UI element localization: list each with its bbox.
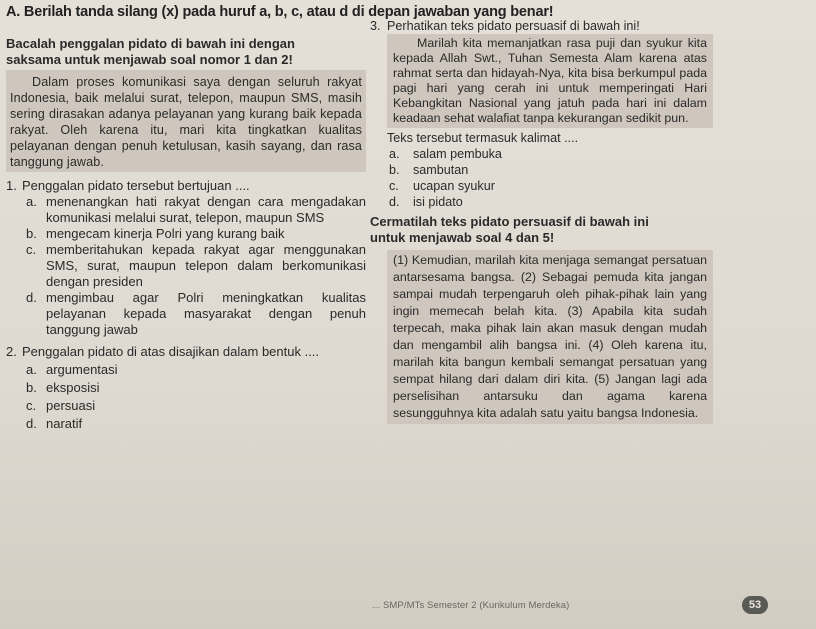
option-text: mengimbau agar Polri meningkatkan kualitas pelayanan kepada masyarakat dengan penuh tanggung jawab [46,290,366,337]
option-1b[interactable] [26,226,366,242]
option-3c[interactable] [387,178,713,194]
option-text: ucapan syukur [413,179,495,193]
question-text: Penggalan pidato tersebut bertujuan .... [22,178,250,193]
option-text: salam pembuka [413,147,502,161]
option-text: memberitahukan kepada rakyat agar menggunakan SMS, surat, maupun telepon dalam berkomunikasi dengan presiden [46,242,366,289]
question-text: Perhatikan teks pidato persuasif di bawah ini! [387,19,640,33]
option-letter: d. [26,416,37,431]
question-number: 1. [6,178,17,193]
option-3a[interactable] [387,146,713,162]
option-text: eksposisi [46,380,100,395]
left-column [6,36,366,432]
persuasive-speech-box-1 [387,34,713,128]
question-3-prompt: Teks tersebut termasuk kalimat .... [387,131,579,145]
question-text: Penggalan pidato di atas disajikan dalam bentuk .... [22,344,320,359]
option-text: sambutan [413,163,469,177]
question-2-options [6,362,366,432]
question-2 [6,344,366,360]
option-2a[interactable] [26,362,366,378]
speech-excerpt-text: Dalam proses komunikasi saya dengan seluruh rakyat Indonesia, baik melalui surat, telepon, maupun SMS, masih sering dirasakan adanya pelayanan yang kurang baik kepada rakyat. Oleh karena itu, mari kita tingkatkan kualitas pelayanan dengan penuh ketulusan, kasih sayang, dan rasa tanggung jawab. [10,75,362,169]
option-text: mengecam kinerja Polri yang kurang baik [46,226,285,241]
option-1d[interactable] [26,290,366,338]
option-2d[interactable] [26,416,366,432]
option-text: isi pidato [413,195,463,209]
section-instruction: A. Berilah tanda silang (x) pada huruf a, b, c, atau d di depan jawaban yang benar! [6,4,554,20]
option-3d[interactable] [387,194,713,210]
option-letter: c. [26,242,37,257]
option-letter: c. [26,398,37,413]
left-heading-line1: Bacalah penggalan pidato di bawah ini dengan [6,36,295,51]
option-letter: a. [26,194,37,209]
option-text: persuasi [46,398,96,413]
option-letter: a. [389,147,400,161]
option-text: naratif [46,416,83,431]
option-letter: b. [26,380,37,395]
right-column [370,18,713,424]
speech-excerpt-box [6,70,366,172]
question-number: 3. [370,19,381,33]
question-number: 2. [6,344,17,359]
option-letter: b. [389,163,400,177]
option-text: argumentasi [46,362,118,377]
option-3b[interactable] [387,162,713,178]
question-3 [370,18,713,34]
option-2b[interactable] [26,380,366,396]
option-2c[interactable] [26,398,366,414]
option-letter: d. [389,195,400,209]
persuasive-speech-text-1: Marilah kita memanjatkan rasa puji dan syukur kita kepada Allah Swt., Tuhan Semesta Alam karena atas rahmat serta dan hidayah-Nya, kita bisa berkumpul pada pagi hari yang cerah ini untuk memperingati Hari Kebangkitan Nasional yang jatuh pada hari ini dalam keadaan sehat walafiat tanpa kekurangan sedikit pun. [393,36,707,125]
question-1 [6,178,366,194]
instruction-line-1: Cermatilah teks pidato persuasif di bawah ini [370,214,649,229]
section-2-instruction [370,214,713,246]
instruction-line-2: untuk menjawab soal 4 dan 5! [370,230,555,245]
option-letter: a. [26,362,37,377]
persuasive-speech-text-2: (1) Kemudian, marilah kita menjaga semangat persatuan antarsesama bangsa. (2) Sebagai pemuda kita jangan sampai mudah terpengaruh oleh pihak-pihak lain yang ingin memecah belah kita. (3) Apabila kita sudah terpecah, maka pihak lain akan masuk dengan mudah dan mengambil alih bangsa ini. (4) Oleh karena itu, marilah kita bangun kembali semangat persatuan yang sempat hilang dari dalam diri kita. (5) Jangan lagi ada perselisihan antarsuku dan agama karena sesungguhnya kita adalah satu yaitu bangsa Indonesia. [393,253,707,420]
option-1a[interactable] [26,194,366,226]
left-heading-line2: saksama untuk menjawab soal nomor 1 dan 2! [6,52,293,67]
page-number-badge: 53 [742,596,768,614]
option-text: menenangkan hati rakyat dengan cara mengadakan komunikasi melalui surat, telepon, maupun SMS [46,194,366,225]
option-1c[interactable] [26,242,366,290]
option-letter: d. [26,290,37,305]
option-letter: c. [389,179,399,193]
persuasive-speech-box-2 [387,250,713,424]
question-1-options [6,194,366,338]
option-letter: b. [26,226,37,241]
page-footer: ... SMP/MTs Semester 2 (Kurikulum Merdeka) [372,600,570,611]
